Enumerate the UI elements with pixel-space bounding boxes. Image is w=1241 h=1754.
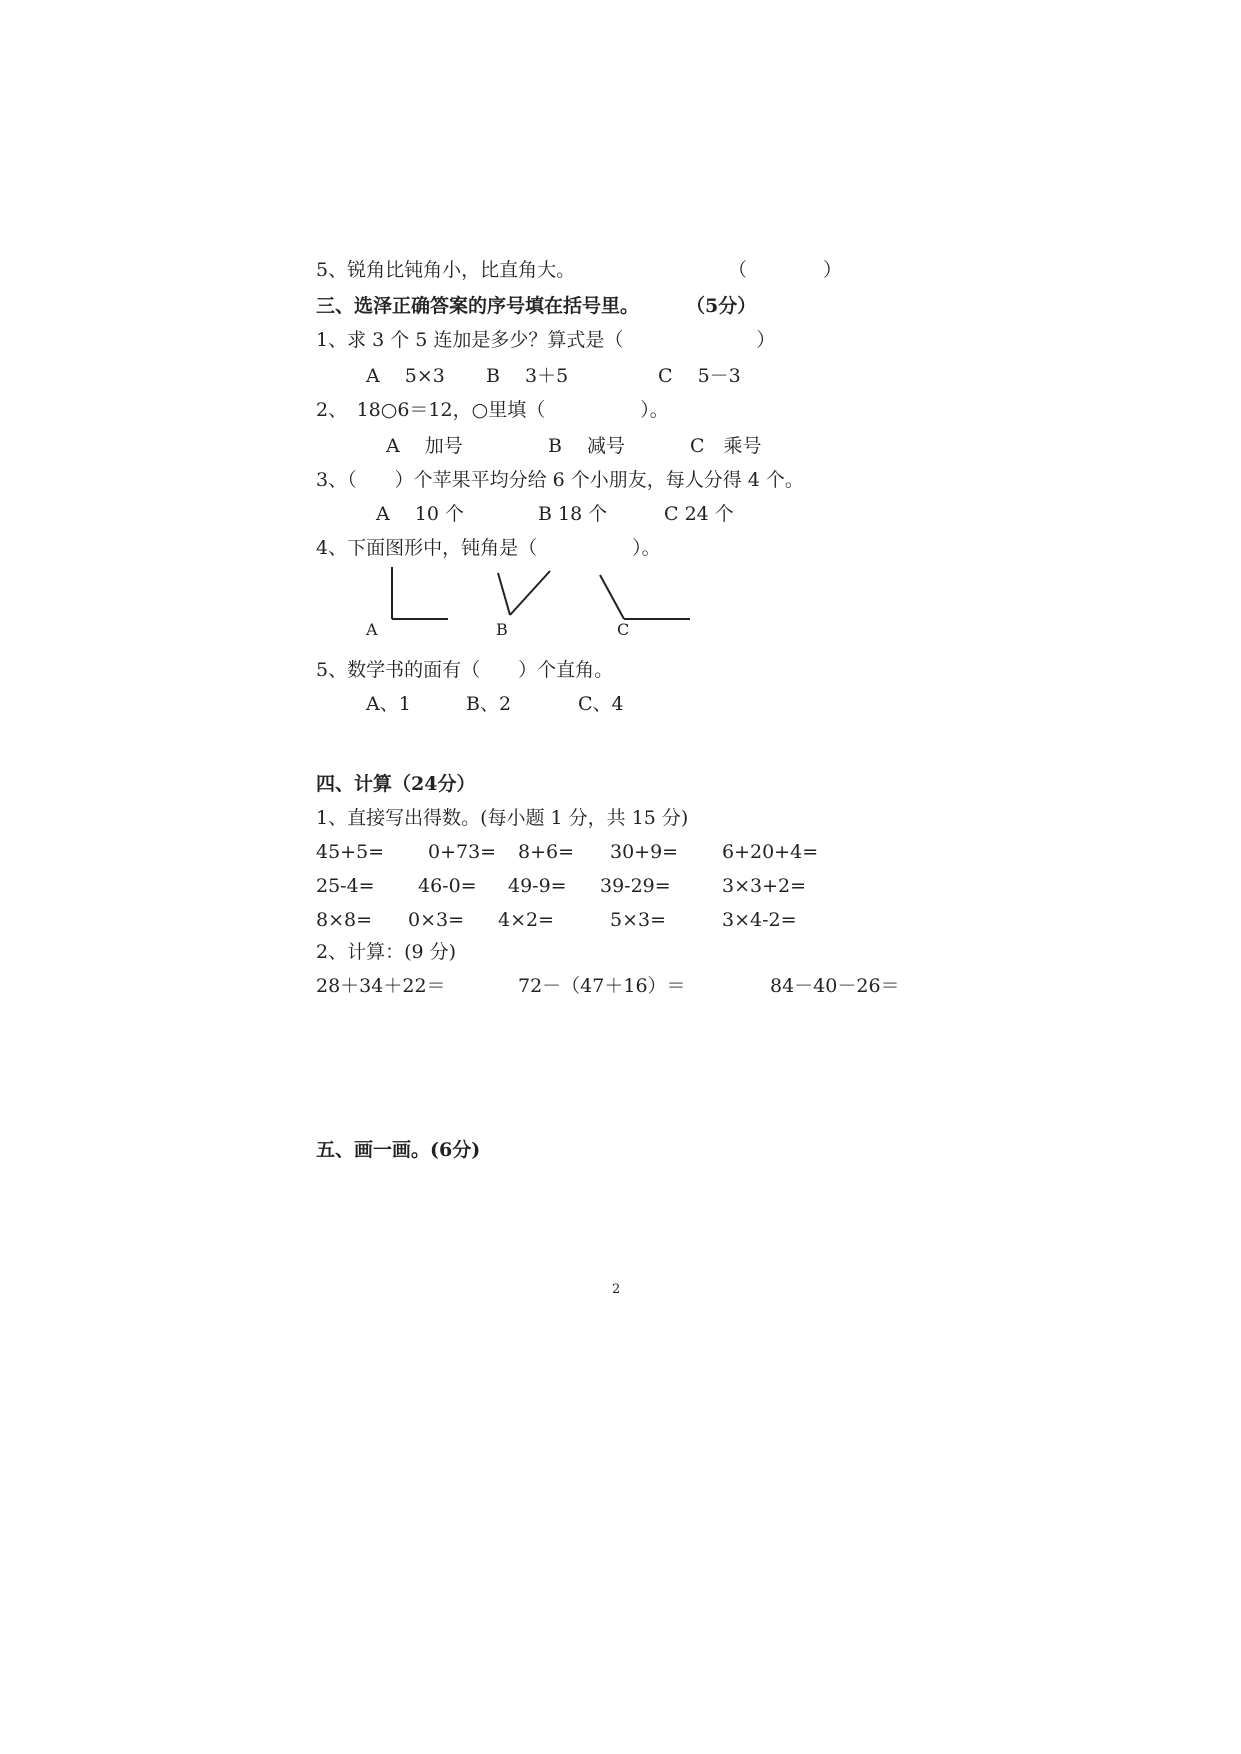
prev-q5-answer-paren: （ ） bbox=[728, 259, 843, 281]
angle-figures bbox=[330, 565, 700, 635]
calc-r2-c5: 3×3+2= bbox=[722, 875, 807, 897]
s3-q5-option-a: A、1 bbox=[366, 693, 411, 715]
s3-q4-label-a: A bbox=[366, 620, 378, 639]
s4-part2-item-1: 28＋34＋22＝ bbox=[316, 975, 446, 997]
angle-b bbox=[498, 571, 550, 615]
calc-r3-c4: 5×3= bbox=[610, 909, 667, 931]
s3-q2-text: 2、 18○6＝12，○里填（ ）。 bbox=[316, 399, 669, 421]
s3-q5-option-c: C、4 bbox=[578, 693, 624, 715]
s3-q5-text: 5、数学书的面有（ ）个直角。 bbox=[316, 659, 614, 681]
s3-q1-text: 1、求 3 个 5 连加是多少？算式是（ ） bbox=[316, 329, 776, 351]
calc-r3-c2: 0×3= bbox=[408, 909, 465, 931]
s3-q3-option-b: B 18 个 bbox=[538, 503, 608, 525]
s3-q3-option-c: C 24 个 bbox=[664, 503, 734, 525]
s3-q5-option-b: B、2 bbox=[466, 693, 512, 715]
s3-q2-option-a: A 加号 bbox=[386, 435, 463, 457]
s4-part2-item-2: 72－（47＋16）＝ bbox=[518, 975, 686, 997]
s3-q1-option-b: B 3＋5 bbox=[486, 365, 569, 387]
section3-heading: 三、选泽正确答案的序号填在括号里。 bbox=[316, 295, 640, 317]
s4-part2-item-3: 84－40－26＝ bbox=[770, 975, 900, 997]
s4-part1-title: 1、直接写出得数。(每小题 1 分，共 15 分) bbox=[316, 807, 689, 829]
page-number: 2 bbox=[612, 1282, 621, 1297]
calc-r1-c1: 45+5= bbox=[316, 841, 385, 863]
section3-score: （5分） bbox=[686, 295, 757, 317]
calc-r1-c5: 6+20+4= bbox=[722, 841, 819, 863]
section5-heading: 五、画一画。(6分) bbox=[316, 1139, 481, 1161]
s3-q3-text: 3、（ ）个苹果平均分给 6 个小朋友，每人分得 4 个。 bbox=[316, 469, 804, 491]
calc-r2-c4: 39-29= bbox=[600, 875, 671, 897]
calc-r1-c3: 8+6= bbox=[518, 841, 575, 863]
angle-a bbox=[392, 567, 448, 619]
calc-r2-c2: 46-0= bbox=[418, 875, 477, 897]
calc-r2-c1: 25-4= bbox=[316, 875, 375, 897]
calc-r3-c1: 8×8= bbox=[316, 909, 373, 931]
calc-r1-c4: 30+9= bbox=[610, 841, 679, 863]
s3-q4-label-c: C bbox=[617, 620, 630, 639]
calc-r1-c2: 0+73= bbox=[428, 841, 497, 863]
s3-q1-option-c: C 5－3 bbox=[658, 365, 741, 387]
angle-c bbox=[600, 575, 690, 619]
s3-q4-text: 4、下面图形中，钝角是（ ）。 bbox=[316, 537, 661, 559]
s3-q2-option-b: B 减号 bbox=[548, 435, 626, 457]
calc-r3-c3: 4×2= bbox=[498, 909, 555, 931]
s3-q4-label-b: B bbox=[496, 620, 508, 639]
s4-part2-title: 2、计算：(9 分) bbox=[316, 941, 457, 963]
section4-heading: 四、计算（24分） bbox=[316, 773, 476, 795]
calc-r3-c5: 3×4-2= bbox=[722, 909, 797, 931]
prev-q5-text: 5、锐角比钝角小，比直角大。 bbox=[316, 259, 576, 281]
s3-q2-option-c: C 乘号 bbox=[690, 435, 762, 457]
s3-q3-option-a: A 10 个 bbox=[376, 503, 464, 525]
s3-q1-option-a: A 5×3 bbox=[366, 365, 445, 387]
calc-r2-c3: 49-9= bbox=[508, 875, 567, 897]
